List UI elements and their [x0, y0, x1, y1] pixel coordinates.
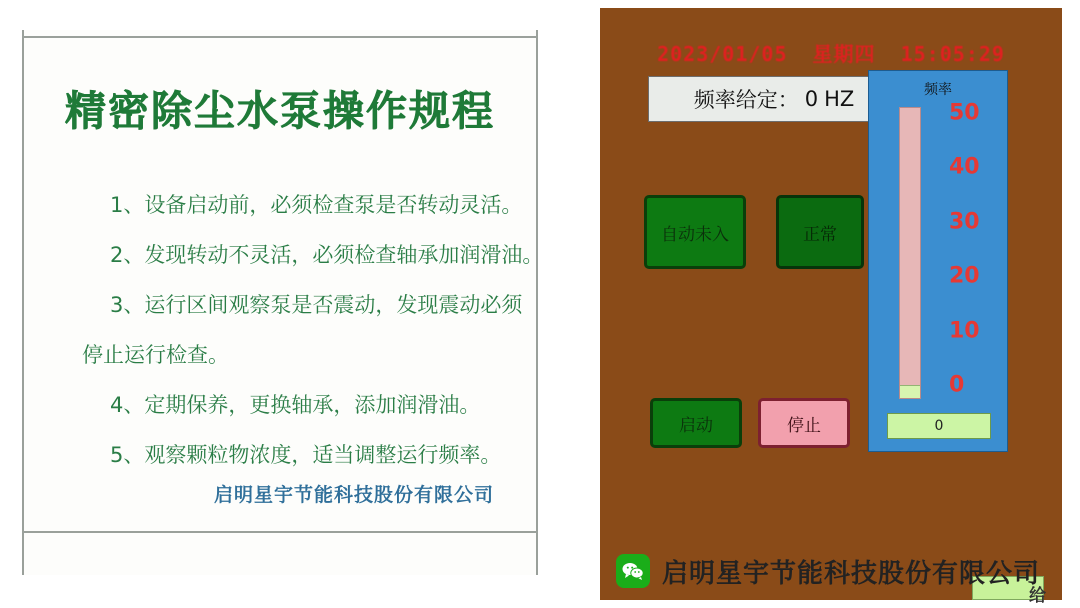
frequency-gauge-track — [899, 107, 921, 399]
sign-title: 精密除尘水泵操作规程 — [65, 87, 495, 135]
gauge-tick-20: 20 — [949, 263, 980, 289]
gauge-tick-50: 50 — [949, 100, 980, 126]
frequency-gauge-title: 频率 — [924, 82, 952, 98]
sign-company-name: 启明星宇节能科技股份有限公司 — [213, 484, 494, 506]
wechat-icon — [616, 554, 650, 588]
frequency-readout: 0 — [887, 413, 991, 439]
status-normal-button[interactable]: 正常 — [776, 195, 864, 269]
hmi-date: 2023/01/05 — [657, 42, 788, 66]
footer-watermark — [600, 534, 1080, 608]
footer-company-name: 启明星宇节能科技股份有限公司 — [662, 558, 1041, 589]
sign-body — [24, 180, 544, 480]
gauge-tick-40: 40 — [949, 154, 980, 180]
sign-line-5: 4、定期保养，更换轴承，添加润滑油。 — [110, 393, 481, 417]
hmi-weekday: 星期四 — [812, 42, 876, 66]
frequency-gauge-fill — [900, 385, 920, 398]
sign-line-4: 停止运行检查。 — [82, 343, 229, 367]
sign-line-6: 5、观察颗粒物浓度，适当调整运行频率。 — [110, 443, 502, 467]
frequency-setpoint-field[interactable] — [648, 76, 900, 122]
sign-bottom-rule — [24, 531, 536, 533]
operating-procedure-sign — [22, 30, 544, 575]
auto-mode-button[interactable]: 自动未入 — [644, 195, 746, 269]
frequency-gauge-scale — [931, 101, 1005, 403]
sign-line-2: 2、发现转动不灵活，必须检查轴承加润滑油。 — [110, 243, 544, 267]
frequency-gauge — [868, 70, 1008, 452]
hmi-datetime — [600, 38, 1062, 67]
frequency-setpoint-label: 频率给定： — [693, 88, 799, 112]
sign-line-3: 3、运行区间观察泵是否震动，发现震动必须 — [110, 293, 523, 317]
hmi-screen — [600, 8, 1062, 600]
corner-indicator-label: 给 — [1029, 586, 1046, 606]
stop-button[interactable]: 停止 — [758, 398, 850, 448]
frequency-setpoint-unit: HZ — [824, 87, 855, 111]
start-button[interactable]: 启动 — [650, 398, 742, 448]
sign-top-rule — [24, 36, 536, 38]
hmi-time: 15:05:29 — [900, 42, 1005, 66]
gauge-tick-0: 0 — [949, 372, 965, 398]
gauge-tick-10: 10 — [949, 318, 980, 344]
sign-line-1: 1、设备启动前，必须检查泵是否转动灵活。 — [110, 193, 523, 217]
gauge-tick-30: 30 — [949, 209, 980, 235]
frequency-setpoint-value: 0 — [804, 87, 819, 111]
